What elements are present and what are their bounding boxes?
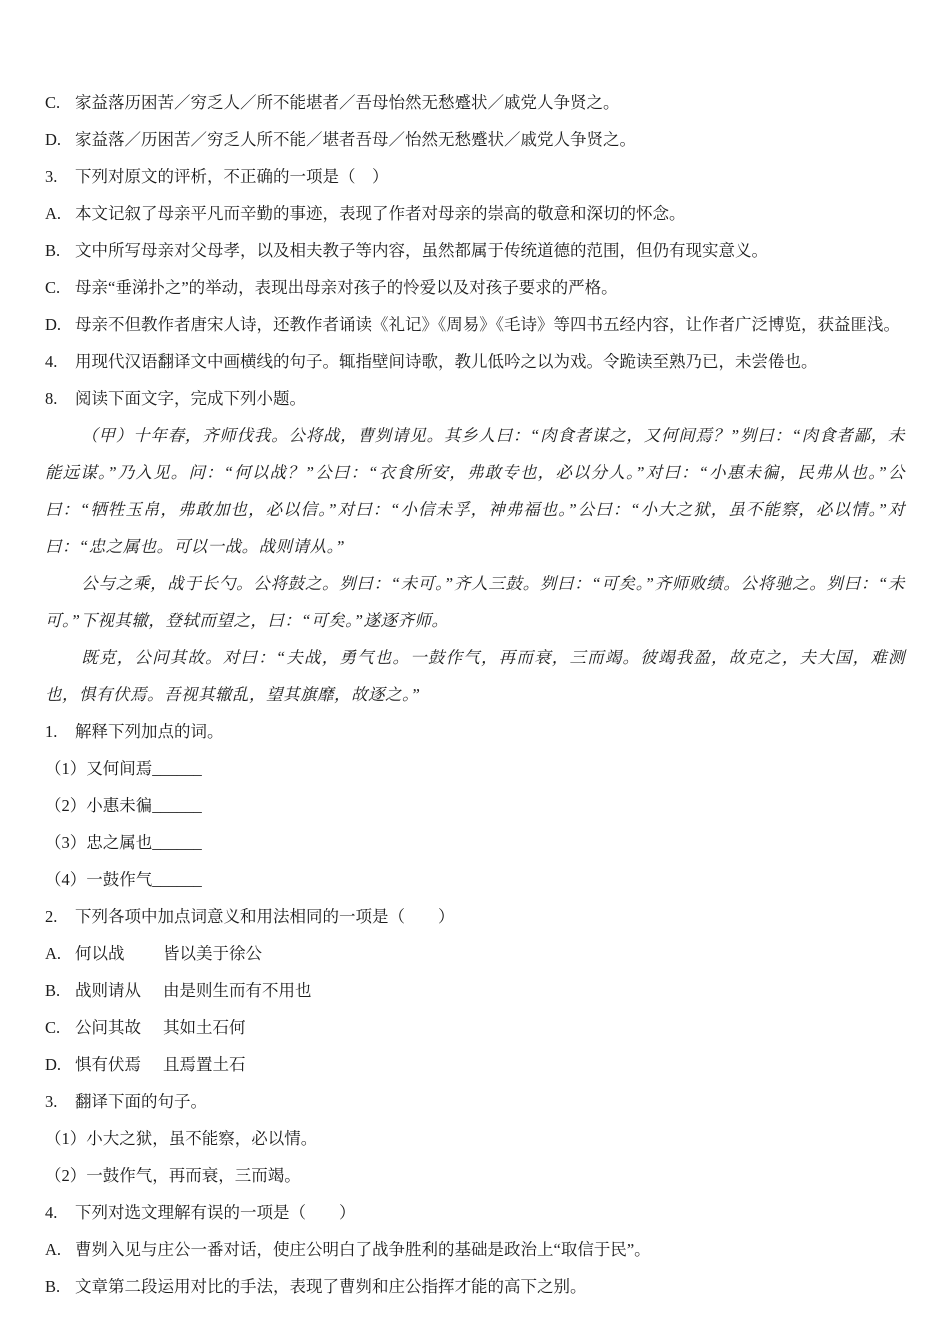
option-phrase-left: 公问其故 [75, 1018, 141, 1037]
question-number: 3. [45, 167, 58, 186]
exam-page [45, 84, 905, 1305]
prev-option-d [45, 121, 905, 158]
option-text [75, 935, 905, 972]
question-stem: 解释下列加点的词。 [75, 722, 224, 741]
q8-sub2-stem [45, 898, 905, 935]
option-text: 家益落／历困苦／穷乏人所不能／堪者吾母／怡然无愁蹙状／戚党人争贤之。 [75, 130, 636, 149]
q8-sub1-item-1: （1）又何间焉______ [45, 759, 202, 778]
passage-paragraph-3: 既克，公问其故。对曰：“夫战，勇气也。一鼓作气，再而衰，三而竭。彼竭我盈，故克之，夫大国，难测也，惧有伏焉。吾视其辙乱，望其旗靡，故逐之。” [45, 648, 905, 704]
prev-q3-stem [45, 158, 905, 195]
passage-paragraph-2: 公与之乘，战于长勺。公将鼓之。刿曰：“未可。”齐人三鼓。刿曰：“可矣。”齐师败绩。公将驰之。刿曰：“未可。”下视其辙，登轼而望之，曰：“可矣。”遂逐齐师。 [45, 574, 905, 630]
question-stem: 下列对选文理解有误的一项是（ ） [75, 1203, 356, 1222]
prev-option-c [45, 84, 905, 121]
q8-sub1-stem [45, 713, 905, 750]
option-text: 曹刿入见与庄公一番对话，使庄公明白了战争胜利的基础是政治上“取信于民”。 [75, 1240, 651, 1259]
option-letter: A. [45, 204, 62, 223]
q8-sub3-stem [45, 1083, 905, 1120]
prev-q4-stem [45, 343, 905, 380]
option-letter: D. [45, 315, 62, 334]
q8-sub3-item-1: （1）小大之狱，虽不能察，必以情。 [45, 1129, 318, 1148]
question-stem: 翻译下面的句子。 [75, 1092, 207, 1111]
option-phrase-right: 其如土石何 [163, 1018, 246, 1037]
q8-sub4-stem [45, 1194, 905, 1231]
option-letter: B. [45, 241, 61, 260]
option-text: 母亲不但教作者唐宋人诗，还教作者诵读《礼记》《周易》《毛诗》等四书五经内容，让作者广泛博览，获益匪浅。 [75, 315, 900, 334]
option-text: 文章第二段运用对比的手法，表现了曹刿和庄公指挥才能的高下之别。 [75, 1277, 587, 1296]
option-phrase-left: 战则请从 [75, 981, 141, 1000]
q8-sub1-item-3: （3）忠之属也______ [45, 833, 202, 852]
question-number: 1. [45, 722, 58, 741]
q8-sub2-option-a [45, 935, 905, 972]
prev-q3-option-d [45, 306, 905, 343]
option-letter: B. [45, 1277, 61, 1296]
option-phrase-left: 惧有伏焉 [75, 1055, 141, 1074]
option-text [75, 1046, 905, 1083]
option-letter: D. [45, 130, 62, 149]
q8-sub1-item-4: （4）一鼓作气______ [45, 870, 202, 889]
option-letter: D. [45, 1055, 62, 1074]
option-text: 本文记叙了母亲平凡而辛勤的事迹，表现了作者对母亲的崇高的敬意和深切的怀念。 [75, 204, 686, 223]
option-letter: C. [45, 278, 61, 297]
question-stem: 阅读下面文字，完成下列小题。 [75, 389, 306, 408]
question-number: 3. [45, 1092, 58, 1111]
q8-sub4-option-a [45, 1231, 905, 1268]
option-text: 母亲“垂涕扑之”的举动，表现出母亲对孩子的怜爱以及对孩子要求的严格。 [75, 278, 618, 297]
q8-sub2-option-b [45, 972, 905, 1009]
option-phrase-right: 且焉置土石 [163, 1055, 246, 1074]
option-text [75, 1009, 905, 1046]
prev-q3-option-c [45, 269, 905, 306]
prev-q3-option-a [45, 195, 905, 232]
option-letter: B. [45, 981, 61, 1000]
q8-sub4-option-b [45, 1268, 905, 1305]
question-number: 2. [45, 907, 58, 926]
q8-intro [45, 380, 905, 417]
passage-paragraph-1: （甲）十年春，齐师伐我。公将战，曹刿请见。其乡人曰：“肉食者谋之，又何间焉？”刿曰：“肉食者鄙，未能远谋。”乃入见。问：“何以战？”公曰：“衣食所安，弗敢专也，必以分人。”对曰：“小惠未徧，民弗从也。”公曰：“牺牲玉帛，弗敢加也，必以信。”对曰：“小信未孚，神弗福也。”公曰：“小大之狱，虽不能察，必以情。”对曰：“忠之属也。可以一战。战则请从。” [45, 426, 905, 556]
option-letter: A. [45, 944, 62, 963]
option-text: 文中所写母亲对父母孝，以及相夫教子等内容，虽然都属于传统道德的范围，但仍有现实意义。 [75, 241, 768, 260]
option-letter: A. [45, 1240, 62, 1259]
question-number: 4. [45, 1203, 58, 1222]
question-stem: 用现代汉语翻译文中画横线的句子。辄指壁间诗歌，教儿低吟之以为戏。令跪读至熟乃已，未尝倦也。 [75, 352, 818, 371]
option-text [75, 972, 905, 1009]
question-stem: 下列各项中加点词意义和用法相同的一项是（ ） [75, 907, 455, 926]
question-stem: 下列对原文的评析，不正确的一项是（ ） [75, 167, 389, 186]
option-letter: C. [45, 93, 61, 112]
q8-sub3-item-2: （2）一鼓作气，再而衰，三而竭。 [45, 1166, 301, 1185]
q8-sub2-option-d [45, 1046, 905, 1083]
option-text: 家益落历困苦／穷乏人／所不能堪者／吾母怡然无愁蹙状／戚党人争贤之。 [75, 93, 620, 112]
question-number: 8. [45, 389, 58, 408]
q8-sub2-option-c [45, 1009, 905, 1046]
option-letter: C. [45, 1018, 61, 1037]
q8-sub1-item-2: （2）小惠未徧______ [45, 796, 202, 815]
prev-q3-option-b [45, 232, 905, 269]
option-phrase-left: 何以战 [75, 944, 125, 963]
question-number: 4. [45, 352, 58, 371]
option-phrase-right: 由是则生而有不用也 [163, 981, 312, 1000]
option-phrase-right: 皆以美于徐公 [163, 944, 262, 963]
